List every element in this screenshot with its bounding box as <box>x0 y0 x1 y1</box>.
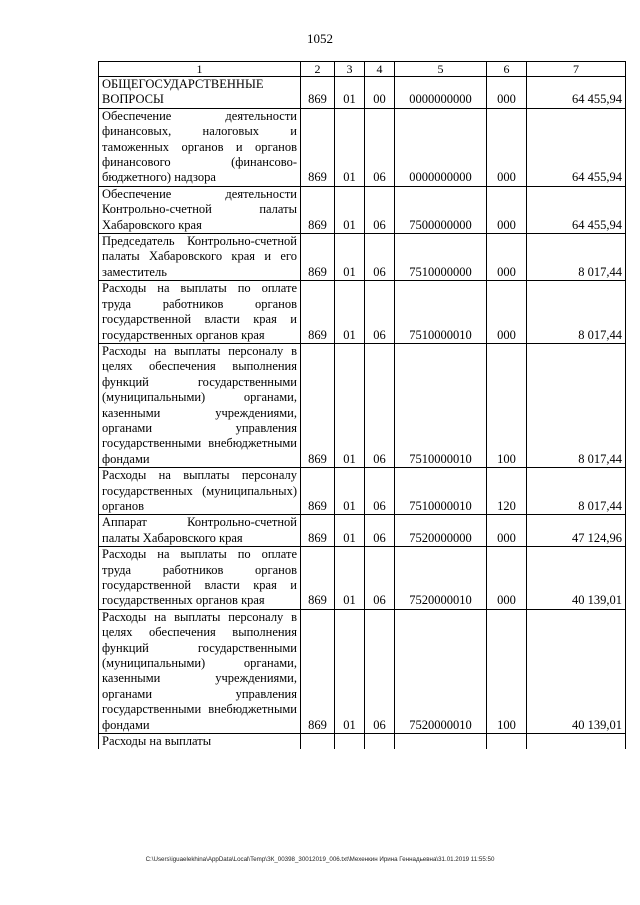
amount: 8 017,44 <box>527 343 626 467</box>
table-header-row <box>99 62 626 77</box>
subsection-code: 00 <box>365 77 395 109</box>
ministry-code: 869 <box>301 77 335 109</box>
expense-type-code: 000 <box>487 234 527 281</box>
table-row <box>99 234 626 281</box>
expense-type-code: 100 <box>487 609 527 733</box>
section-code: 01 <box>335 108 365 186</box>
amount: 8 017,44 <box>527 234 626 281</box>
section-code: 01 <box>335 77 365 109</box>
expense-name: ОБЩЕГОСУДАРСТВЕННЫЕ ВОПРОСЫ <box>99 77 301 109</box>
table-row <box>99 108 626 186</box>
subsection-code: 06 <box>365 281 395 344</box>
ministry-code: 869 <box>301 234 335 281</box>
expense-type-code: 000 <box>487 77 527 109</box>
budget-table <box>98 61 626 749</box>
header-cell: 4 <box>365 62 395 77</box>
section-code: 01 <box>335 281 365 344</box>
expense-name: Расходы на выплаты персоналу в целях обеспечения выполнения функций государственными (муниципальными) органами, казенными учреждениями, органами управления государственными внебюджетными фондами <box>99 343 301 467</box>
table-row <box>99 515 626 547</box>
target-article-code: 0000000000 <box>395 77 487 109</box>
ministry-code: 869 <box>301 108 335 186</box>
section-code: 01 <box>335 343 365 467</box>
ministry-code: 869 <box>301 468 335 515</box>
expense-type-code: 000 <box>487 186 527 233</box>
header-cell: 5 <box>395 62 487 77</box>
subsection-code: 06 <box>365 234 395 281</box>
amount: 40 139,01 <box>527 547 626 610</box>
table-row <box>99 547 626 610</box>
expense-type-code: 000 <box>487 281 527 344</box>
expense-type-code: 000 <box>487 515 527 547</box>
empty-cell <box>365 734 395 750</box>
target-article-code: 7520000010 <box>395 547 487 610</box>
expense-type-code: 000 <box>487 108 527 186</box>
section-code: 01 <box>335 234 365 281</box>
subsection-code: 06 <box>365 609 395 733</box>
empty-cell <box>335 734 365 750</box>
section-code: 01 <box>335 547 365 610</box>
target-article-code: 7510000010 <box>395 343 487 467</box>
subsection-code: 06 <box>365 108 395 186</box>
target-article-code: 7510000010 <box>395 281 487 344</box>
table-row <box>99 468 626 515</box>
amount: 8 017,44 <box>527 281 626 344</box>
target-article-code: 7520000000 <box>395 515 487 547</box>
target-article-code: 0000000000 <box>395 108 487 186</box>
empty-cell <box>301 734 335 750</box>
table-row <box>99 343 626 467</box>
page-number: 1052 <box>307 31 333 46</box>
section-code: 01 <box>335 609 365 733</box>
expense-name: Обеспечение деятельности Контрольно-счетной палаты Хабаровского края <box>99 186 301 233</box>
subsection-code: 06 <box>365 343 395 467</box>
table-row <box>99 186 626 233</box>
target-article-code: 7500000000 <box>395 186 487 233</box>
subsection-code: 06 <box>365 468 395 515</box>
empty-cell <box>527 734 626 750</box>
section-code: 01 <box>335 515 365 547</box>
empty-cell <box>487 734 527 750</box>
header-cell: 7 <box>527 62 626 77</box>
header-cell: 2 <box>301 62 335 77</box>
ministry-code: 869 <box>301 547 335 610</box>
ministry-code: 869 <box>301 343 335 467</box>
subsection-code: 06 <box>365 186 395 233</box>
expense-type-code: 000 <box>487 547 527 610</box>
header-cell: 6 <box>487 62 527 77</box>
expense-type-code: 100 <box>487 343 527 467</box>
expense-name: Обеспечение деятельности финансовых, налоговых и таможенных органов и органов финансового (финансово-бюджетного) надзора <box>99 108 301 186</box>
ministry-code: 869 <box>301 186 335 233</box>
expense-name: Расходы на выплаты по оплате труда работников органов государственной власти края и государственных органов края <box>99 547 301 610</box>
target-article-code: 7520000010 <box>395 609 487 733</box>
ministry-code: 869 <box>301 609 335 733</box>
section-code: 01 <box>335 468 365 515</box>
file-path-footer: C:\Users\iguaelekhina\AppData\Local\Temp\ЗК_00398_30012019_006.txt\Мехенкин Ирина Геннадьевна\31.01.2019 11:55:50 <box>145 856 495 863</box>
table-row <box>99 609 626 733</box>
expense-name: Аппарат Контрольно-счетной палаты Хабаровского края <box>99 515 301 547</box>
expense-name: Председатель Контрольно-счетной палаты Хабаровского края и его заместитель <box>99 234 301 281</box>
amount: 8 017,44 <box>527 468 626 515</box>
subsection-code: 06 <box>365 515 395 547</box>
table-row <box>99 77 626 109</box>
target-article-code: 7510000000 <box>395 234 487 281</box>
expense-type-code: 120 <box>487 468 527 515</box>
section-code: 01 <box>335 186 365 233</box>
amount: 64 455,94 <box>527 108 626 186</box>
amount: 64 455,94 <box>527 77 626 109</box>
expense-name: Расходы на выплаты персоналу в целях обеспечения выполнения функций государственными (муниципальными) органами, казенными учреждениями, органами управления государственными внебюджетными фондами <box>99 609 301 733</box>
ministry-code: 869 <box>301 281 335 344</box>
table-row <box>99 281 626 344</box>
amount: 40 139,01 <box>527 609 626 733</box>
expense-name: Расходы на выплаты по оплате труда работников органов государственной власти края и государственных органов края <box>99 281 301 344</box>
table-row-continued <box>99 734 626 750</box>
expense-name: Расходы на выплаты персоналу государственных (муниципальных) органов <box>99 468 301 515</box>
header-cell: 3 <box>335 62 365 77</box>
target-article-code: 7510000010 <box>395 468 487 515</box>
amount: 47 124,96 <box>527 515 626 547</box>
amount: 64 455,94 <box>527 186 626 233</box>
ministry-code: 869 <box>301 515 335 547</box>
subsection-code: 06 <box>365 547 395 610</box>
header-cell: 1 <box>99 62 301 77</box>
expense-name: Расходы на выплаты <box>99 734 301 750</box>
empty-cell <box>395 734 487 750</box>
